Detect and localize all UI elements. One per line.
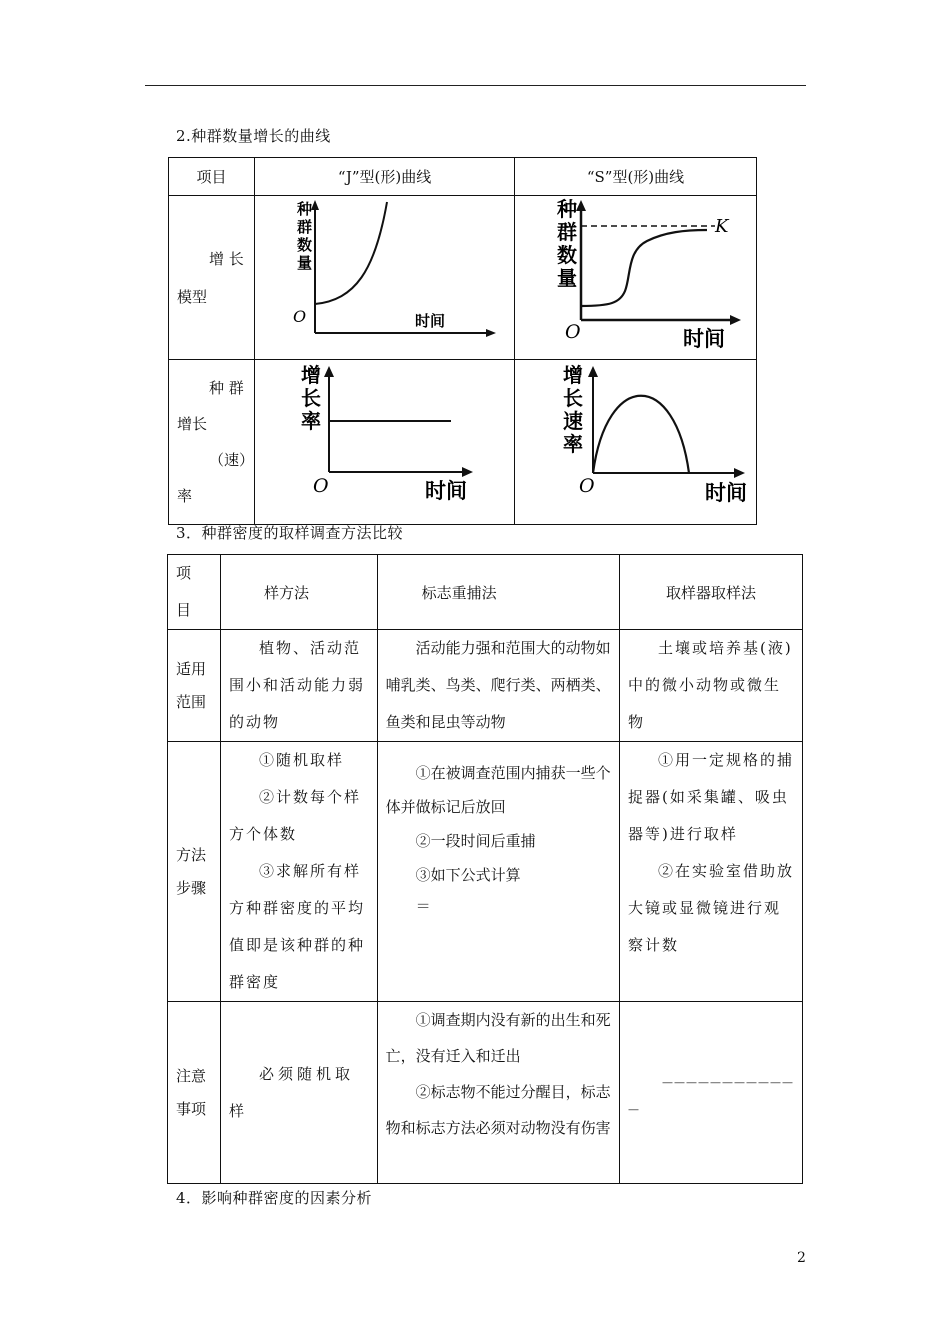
t2-head-item-a: 项 (176, 564, 192, 582)
j-model-ylabel-2: 群 (297, 218, 313, 236)
j-model-graph (255, 196, 514, 355)
t1-row2-label-b: 增长 (177, 415, 208, 433)
s-model-curve (581, 230, 707, 306)
j-model-ylabel-3: 数 (297, 236, 313, 254)
j-rate-ylabel-2: 长 (301, 386, 322, 410)
t2-r2-quadrat-step3: ③求解所有样方种群密度的平均值即是该种群的种群密度 (228, 862, 365, 991)
s-model-x-arrow (730, 315, 741, 325)
t2-r2-mark-step3: ③如下公式计算 (415, 866, 521, 884)
header-rule (145, 85, 806, 86)
s-model-xlabel: 时间 (683, 327, 726, 351)
t2-r1-label (168, 630, 221, 742)
t1-row2-label-d: 率 (177, 487, 193, 505)
s-rate-curve (593, 396, 689, 473)
j-model-x-arrow (486, 329, 496, 337)
j-model-xlabel: 时间 (415, 312, 446, 330)
t2-r2-quadrat-step2: ②计数每个样方个体数 (228, 788, 361, 843)
j-model-origin: O (293, 307, 307, 326)
s-rate-ylabel-4: 率 (563, 432, 584, 456)
s-model-ylabel-3: 数 (557, 243, 578, 267)
s-model-ylabel-2: 群 (557, 220, 578, 244)
j-rate-graph (255, 360, 514, 520)
t1-row1-label-b: 模型 (177, 287, 208, 306)
s-rate-cell (515, 360, 757, 525)
t2-head-mark: 标志重捕法 (377, 555, 619, 630)
s-rate-origin: O (579, 475, 595, 497)
t2-r1-label-a: 适用 (176, 659, 207, 678)
t2-r2-quadrat-step1: ①随机取样 (258, 751, 344, 769)
section-3-heading: 3．种群密度的取样调查方法比较 (176, 524, 404, 542)
s-rate-y-arrow (588, 366, 598, 377)
j-model-y-arrow (311, 200, 319, 210)
t2-r2-sampler-step2: ②在实验室借助放大镜或显微镜进行观察计数 (627, 862, 794, 954)
t1-row2-label (169, 360, 255, 525)
s-rate-x-arrow (734, 468, 745, 478)
j-rate-y-arrow (324, 366, 334, 377)
t1-head-j: “J”型(形)曲线 (255, 158, 515, 196)
j-rate-ylabel-3: 率 (301, 409, 322, 433)
t2-r3-label-b: 事项 (176, 1099, 207, 1118)
t2-r3-mark-note2: ②标志物不能过分醒目，标志物和标志方法必须对动物没有伤害 (385, 1083, 611, 1137)
t1-row2-label-c: （速） (209, 451, 255, 469)
s-model-graph (515, 196, 756, 355)
s-rate-graph (515, 360, 756, 520)
section-2-heading: 2.种群数量增长的曲线 (176, 127, 331, 145)
growth-curve-table (168, 157, 757, 525)
t2-head-item-b: 目 (176, 601, 192, 619)
t2-r3-quadrat (220, 1002, 377, 1184)
j-rate-ylabel-1: 增 (301, 363, 322, 387)
s-model-origin: O (565, 321, 581, 343)
j-rate-x-arrow (462, 467, 473, 477)
t2-r2-sampler (619, 742, 802, 1002)
t1-row2-label-a: 种 群 (209, 379, 244, 397)
s-rate-xlabel: 时间 (705, 481, 748, 505)
page-number: 2 (797, 1250, 806, 1266)
j-model-cell (255, 196, 515, 360)
t2-r3-sampler-dashes: ——————————— (661, 1075, 794, 1089)
s-rate-ylabel-1: 增 (563, 363, 584, 387)
s-model-cell (515, 196, 757, 360)
t2-r2-quadrat (220, 742, 377, 1002)
section-4-heading: 4．影响种群密度的因素分析 (176, 1189, 373, 1207)
t2-r2-mark (377, 742, 619, 1002)
t2-r2-label-b: 步骤 (176, 878, 207, 897)
s-model-ylabel-1: 种 (557, 197, 578, 221)
s-rate-ylabel-2: 长 (563, 386, 584, 410)
t2-r3-quadrat-text: 必须随机取样 (228, 1064, 354, 1120)
s-model-y-arrow (576, 200, 586, 211)
t2-r2-label-a: 方法 (176, 845, 207, 864)
sampling-methods-table (167, 554, 803, 1184)
s-rate-ylabel-3: 速 (563, 409, 584, 433)
t1-row1-label-a: 增 长 (209, 249, 244, 268)
t2-r2-mark-formula: ＝ (415, 897, 431, 915)
t2-r1-quadrat-text: 植物、活动范围小和活动能力弱的动物 (228, 639, 365, 731)
t2-head-item (168, 555, 221, 630)
j-model-curve (315, 202, 387, 304)
t2-r3-label-a: 注意 (176, 1066, 207, 1085)
t2-r2-label (168, 742, 221, 1002)
t2-r3-mark-note1: ①调查期内没有新的出生和死亡，没有迁入和迁出 (385, 1011, 611, 1065)
s-model-k-label: K (715, 216, 729, 237)
t2-r1-mark-text: 活动能力强和范围大的动物如哺乳类、鸟类、爬行类、两栖类、鱼类和昆虫等动物 (385, 639, 611, 731)
t2-head-quadrat: 样方法 (220, 555, 377, 630)
t2-r1-mark (377, 630, 619, 742)
s-model-ylabel-4: 量 (557, 266, 578, 290)
j-rate-cell (255, 360, 515, 525)
t2-r2-sampler-step1: ①用一定规格的捕捉器(如采集罐、吸虫器等)进行取样 (627, 751, 794, 843)
t2-r2-mark-step2: ②一段时间后重捕 (415, 832, 536, 850)
t2-r2-mark-step1: ①在被调查范围内捕获一些个体并做标记后放回 (385, 764, 611, 816)
t2-r3-mark (377, 1002, 619, 1184)
j-model-ylabel-1: 种 (297, 200, 313, 218)
t2-r1-label-b: 范围 (176, 692, 207, 711)
t2-r1-sampler-text: 土壤或培养基(液)中的微小动物或微生物 (627, 639, 793, 731)
j-rate-xlabel: 时间 (425, 479, 468, 503)
j-model-ylabel-4: 量 (297, 254, 313, 272)
t2-r3-sampler (619, 1002, 802, 1184)
t2-r3-label (168, 1002, 221, 1184)
t2-r3-sampler-dash-tail: — (627, 1102, 640, 1116)
t1-row1-label (169, 196, 255, 360)
t2-head-sampler: 取样器取样法 (619, 555, 802, 630)
t1-head-s: “S”型(形)曲线 (515, 158, 757, 196)
t2-r1-quadrat (220, 630, 377, 742)
t1-head-item: 项目 (169, 158, 255, 196)
j-rate-origin: O (313, 475, 329, 497)
t2-r1-sampler (619, 630, 802, 742)
